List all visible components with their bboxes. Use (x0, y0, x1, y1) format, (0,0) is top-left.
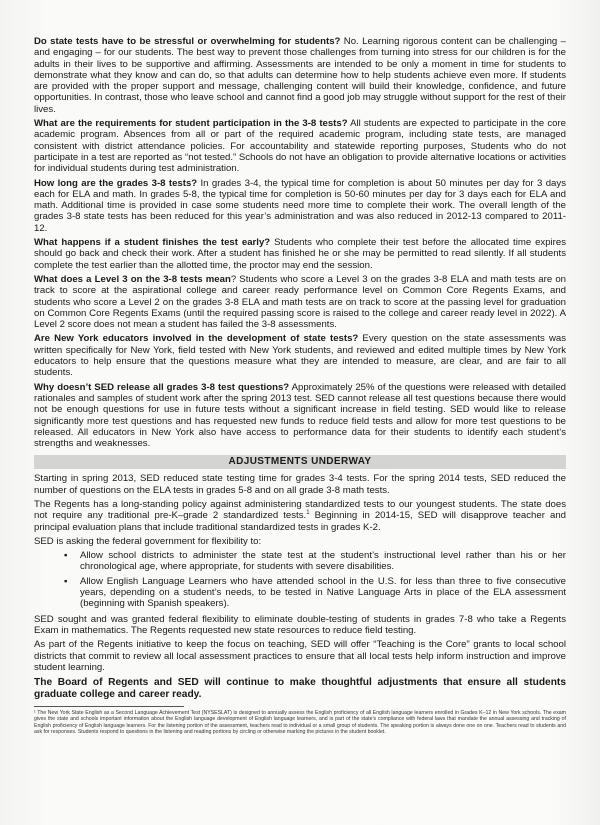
list-item-text: Allow school districts to administer the state test at the student’s instructional level rather than his or her chronological age, where appropriate, for students with severe disabilities. (80, 550, 566, 573)
answer-text: ? Students who score a Level 3 on the grades 3-8 ELA and math tests are on track to score at the aspirational college and career ready performance level on Common Core Regents Exams, and students who score a Level 2 on the grades 3-8 ELA and math tests are on track to score at the passing level for graduation on Common Core Regents Exams (until the required passing score is raised to the college and career ready level in 2022). A Level 2 score does not mean a student has failed the 3-8 assessments. (34, 273, 566, 331)
list-item (64, 550, 566, 573)
footnote-marker: 1 (306, 510, 310, 517)
qa-paragraph-test-length (34, 178, 566, 234)
qa-paragraph-educators (34, 333, 566, 378)
answer-text: Approximately 25% of the questions were released with detailed rationales and samples of student work after the spring 2013 test. SED cannot release all test questions because there would not be enough questions for use in future tests without a significant increase in field testing. SED would like to release significantly more test questions and has requested new funds to reduce field tests and allow for more test questions to be released. All educators in New York also have access to performance data for their students to identify each student’s strengths and weaknesses. (34, 381, 566, 450)
closing-statement: The Board of Regents and SED will continue to make thoughtful adjustments that ensure all students graduate college and career ready. (34, 677, 566, 701)
list-item-text: Allow English Language Learners who have attended school in the U.S. for less than three to five consecutive years, depending on a student’s needs, to be tested in Native Language Arts in place of the ELA assessment (beginning with Spanish speakers). (80, 575, 566, 610)
question-heading: Are New York educators involved in the development of state tests? (34, 333, 359, 345)
paragraph-text-tail: Beginning in 2014-15, SED will disapprove teacher and principal evaluation plans that include traditional standardized tests in grades K-2. (34, 510, 566, 533)
qa-paragraph-level-3 (34, 274, 566, 330)
adjustments-paragraph-4: SED sought and was granted federal flexibility to eliminate double-testing of students in grades 7-8 who take a Regents Exam in mathematics. The Regents requested new state resources to reduce field testing. (34, 613, 566, 636)
flexibility-list (34, 550, 566, 609)
question-heading: What happens if a student finishes the test early? (34, 237, 271, 249)
question-heading: How long are the grades 3-8 tests? (34, 177, 198, 189)
paragraph-text: The Regents has a long-standing policy against administering standardized tests to our youngest students. The state does not require any traditional pre-K–grade 2 standardized tests. (34, 498, 566, 522)
adjustments-paragraph-2 (34, 499, 566, 533)
bullet-icon: ▪ (64, 550, 68, 562)
section-banner: ADJUSTMENTS UNDERWAY (34, 455, 566, 469)
question-heading: Do state tests have to be stressful or overwhelming for students? (34, 36, 341, 47)
qa-paragraph-release-questions (34, 382, 566, 450)
answer-text: All students are expected to participate in the core academic program. Absences from all or part of the required academic program, including state tests, are managed consistent with district attendance policies. For accountability and statewide reporting purposes, Students who do not participate in a test are reported as “not tested.” Schools do not have an obligation to provide alternative locations or activities for individual students during test administration. (34, 118, 566, 175)
question-heading: What are the requirements for student participation in the 3-8 tests? (34, 118, 348, 130)
qa-paragraph-participation (34, 118, 566, 174)
adjustments-paragraph-1: Starting in spring 2013, SED reduced state testing time for grades 3-4 tests. For the spring 2014 tests, SED reduced the number of questions on the ELA tests in grades 5-8 and on all grade 3-8 math tests. (34, 473, 566, 496)
question-heading: Why doesn’t SED release all grades 3-8 test questions? (34, 381, 290, 393)
question-heading: What does a Level 3 on the 3-8 tests mean (34, 273, 231, 285)
adjustments-paragraph-3: SED is asking the federal government for flexibility to: (34, 535, 262, 547)
footnote-divider (34, 706, 184, 707)
adjustments-paragraph-5: As part of the Regents initiative to keep the focus on teaching, SED will offer “Teaching is the Core” grants to local school districts that commit to review all local assessment practices to ensure that all local tests help inform instruction and improve student learning. (34, 639, 566, 673)
answer-text: Every question on the state assessments was written specifically for New York, field tested with New York students, and reviewed and edited multiple times by New York educators to help ensure that the questions measure what they are intended to measure, are clear, and are fair to all students. (34, 333, 567, 379)
list-item (64, 576, 566, 610)
qa-paragraph-stress (34, 36, 566, 115)
answer-text: No. Learning rigorous content can be challenging – and engaging – for our students. The best way to prevent those challenges from turning into stress for our children is for the adults in their lives to be supportive and affirming. Assessments are intended to be only a moment in time for students to demonstrate what they know and can do, so that adults can determine how to help students achieve even more. If students are provided with the proper support and message, challenging content will build their knowledge, confidence, and future opportunities. In contrast, those who leave school and cannot find a good job may struggle without support for the rest of their lives. (34, 36, 566, 115)
answer-text: Students who complete their test before the allocated time expires should go back and check their work. After a student has finished he or she may be permitted to read silently. If all students complete the test earlier than the allotted time, the proctor may end the session. (34, 237, 567, 271)
bullet-icon: ▪ (64, 575, 68, 587)
answer-text: In grades 3-4, the typical time for completion is about 50 minutes per day for 3 days each for ELA and math. In grades 5-8, the typical time for completion is 50-60 minutes per day for 3 days each for ELA and math. Additional time is provided in case some students need more time to complete their work. The overall length of the grades 3-8 state tests has been reduced for this year’s administration and was also reduced in 2012-13 compared to 2011-12. (34, 177, 566, 234)
qa-paragraph-finish-early (34, 237, 566, 271)
footnote: ¹ The New York State English as a Second Language Achievement Test (NYSESLAT) is designed to annually assess the English proficiency of all English language learners enrolled in Grades K–12 in New York schools. The exam gives the state and schools important information about the English language development of English language learners, and is part of the state’s compliance with federal laws that mandate the annual assessing and tracking of English proficiency of English language learners. For the listening portion of the assessment, teachers read to individual or a small group of students. The speaking portion is always done one on one. Teachers read to students and ask for responses. Students respond to questions in the listening and reading portions by circling or otherwise marking the pictures in the student booklet. (34, 710, 566, 736)
